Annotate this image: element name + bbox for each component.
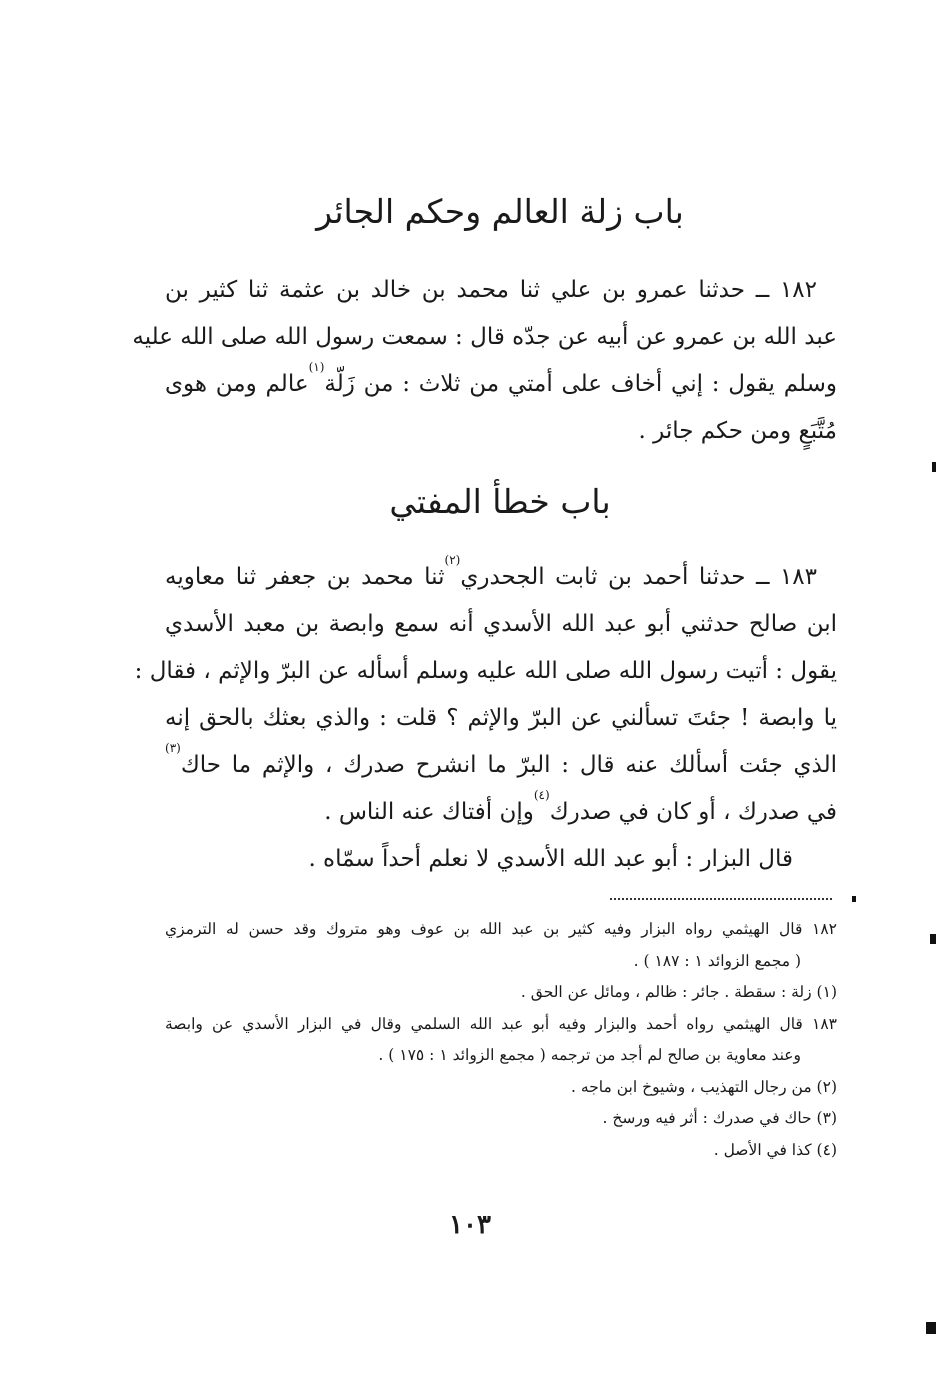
scan-speck — [930, 934, 936, 944]
scan-speck — [926, 1322, 936, 1334]
footnote-1: (١) زلة : سقطة . جائر : ظالم ، ومائل عن الحق . — [520, 983, 837, 1001]
footnote-marker-3: (٣) — [165, 741, 181, 755]
hadith-183-line-6-text-b: وإن أفتاك عنه الناس . — [324, 799, 534, 825]
hadith-182-line-3-text-b: عالم ومن هوى — [165, 371, 309, 397]
hadith-183-line-6-text-a: في صدرك ، أو كان في صدرك — [549, 799, 837, 825]
hadith-182-line-4: مُتَّبَعٍ ومن حكم جائر . — [638, 418, 837, 444]
footnote-2: (٢) من رجال التهذيب ، وشيوخ ابن ماجه . — [571, 1077, 837, 1096]
footnote-4: (٤) كذا في الأصل . — [713, 1140, 837, 1159]
hadith-183-line-3: يقول : أتيت رسول الله صلى الله عليه وسلم أسأله عن البرّ والإثم ، فقال : — [134, 658, 837, 684]
hadith-183-line-1-text-a: ١٨٣ ــ حدثنا أحمد بن ثابت الجحدري — [460, 564, 817, 590]
hadith-183-line-6 — [165, 789, 837, 836]
hadith-183-line-2: ابن صالح حدثني أبو عبد الله الأسدي أنه سمع وابصة بن معبد الأسدي — [165, 611, 837, 637]
hadith-182-line-3 — [165, 361, 837, 408]
hadith-182-line-2: عبد الله بن عمرو عن أبيه عن جدّه قال : سمعت رسول الله صلى الله عليه — [132, 324, 837, 350]
hadith-182-line-1: ١٨٢ ــ حدثنا عمرو بن علي ثنا محمد بن خالد بن عثمة ثنا كثير بن — [165, 277, 817, 303]
hadith-183-line-1 — [165, 554, 837, 601]
hadith-183-line-1-text-b: ثنا محمد بن جعفر ثنا معاويه — [165, 564, 445, 590]
footnote-marker-2: (٢) — [444, 553, 461, 567]
hadith-183-line-5-text: الذي جئت أسألك عنه قال : البرّ ما انشرح صدرك ، والإثم ما حاك — [180, 752, 837, 778]
hadith-182-line-3-text-a: وسلم يقول : إني أخاف على أمتي من ثلاث : من زَلّة — [324, 371, 837, 397]
bazzar-comment-text: قال البزار : أبو عبد الله الأسدي لا نعلم أحداً سمّاه . — [308, 846, 793, 872]
hadith-183 — [134, 553, 837, 836]
footnote-182-source: ( مجمع الزوائد ١ : ١٨٧ ) . — [633, 951, 801, 970]
chapter-heading-mufti-error: باب خطأ المفتي — [389, 482, 611, 521]
page-number: ١٠٣ — [449, 1210, 491, 1240]
footnote-3: (٣) حاك في صدرك : أثر فيه ورسخ . — [602, 1109, 837, 1127]
footnote-marker-1: (١) — [308, 360, 325, 374]
footnote-182: ١٨٢ قال الهيثمي رواه البزار وفيه كثير بن عبد الله بن عوف وهو متروك وقد حسن له الترمزي — [165, 920, 837, 938]
footnotes — [165, 914, 837, 1166]
bazzar-comment — [165, 836, 837, 883]
footnote-183: ١٨٣ قال الهيثمي رواه أحمد والبزار وفيه أبو عبد الله السلمي وقال في البزار الأسدي عن وابصة — [165, 1014, 837, 1033]
chapter-heading-scholar-slip: باب زلة العالم وحكم الجائر — [316, 192, 684, 231]
footnote-marker-4: (٤) — [533, 788, 550, 802]
hadith-182 — [132, 267, 837, 455]
footnote-183-source: وعند معاوية بن صالح لم أجد من ترجمه ( مجمع الزوائد ١ : ١٧٥ ) . — [378, 1046, 801, 1064]
scan-speck — [852, 896, 856, 902]
hadith-183-line-5 — [165, 742, 837, 789]
scan-speck — [932, 462, 936, 472]
hadith-183-line-4: يا وابصة ! جئتَ تسألني عن البرّ والإثم ؟ قلت : والذي بعثك بالحق إنه — [165, 705, 837, 731]
footnote-separator — [610, 898, 832, 900]
